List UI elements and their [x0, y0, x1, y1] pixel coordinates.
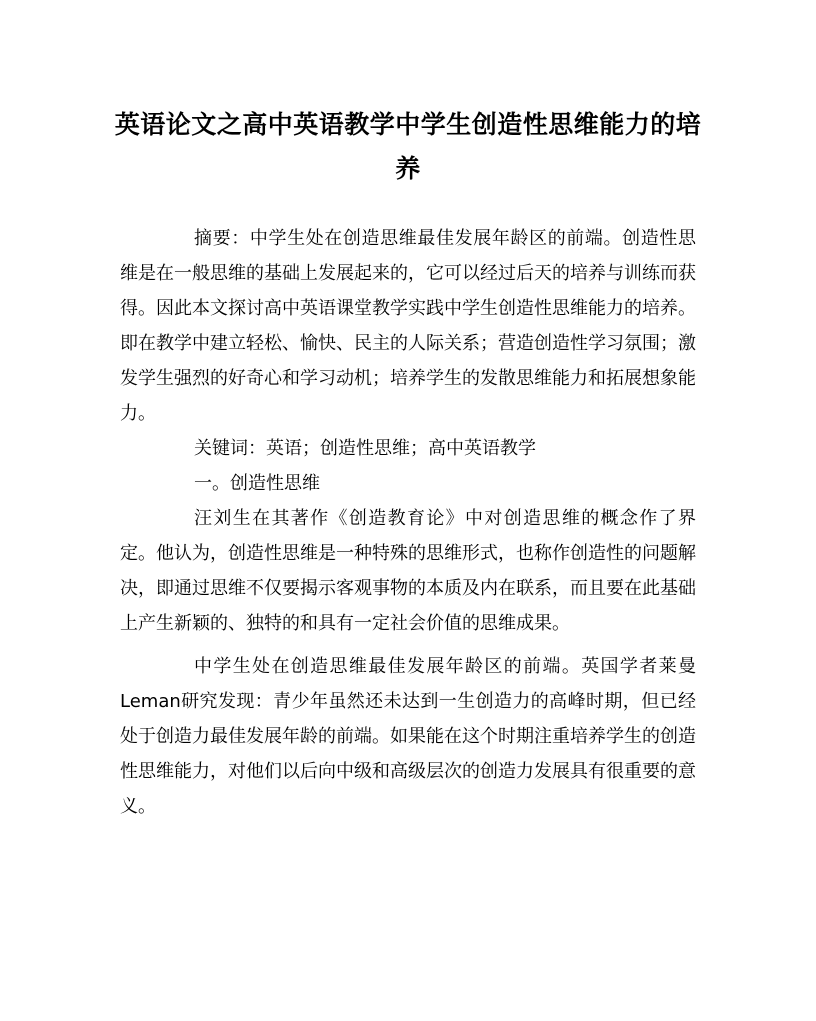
- abstract-paragraph: 摘要：中学生处在创造思维最佳发展年龄区的前端。创造性思维是在一般思维的基础上发展起来的，它可以经过后天的培养与训练而获得。因此本文探讨高中英语课堂教学实践中学生创造性思维能力的培养。即在教学中建立轻松、愉快、民主的人际关系；营造创造性学习氛围；激发学生强烈的好奇心和学习动机；培养学生的发散思维能力和拓展想象能力。: [120, 228, 696, 424]
- section-heading: 一。创造性思维: [194, 473, 320, 494]
- keywords-paragraph: 关键词：英语；创造性思维；高中英语教学: [194, 438, 536, 459]
- body-paragraph: 中学生处在创造思维最佳发展年龄区的前端。英国学者莱曼Leman研究发现：青少年虽然还未达到一生创造力的高峰时期，但已经处于创造力最佳发展年龄的前端。如果能在这个时期注重培养学生的创造性思维能力，对他们以后向中级和高级层次的创造力发展具有很重要的意义。: [120, 656, 696, 817]
- document-body: [120, 221, 696, 824]
- document-title: 英语论文之高中英语教学中学生创造性思维能力的培养: [114, 110, 702, 183]
- body-paragraph: 汪刘生在其著作《创造教育论》中对创造思维的概念作了界定。他认为，创造性思维是一种特殊的思维形式，也称作创造性的问题解决，即通过思维不仅要揭示客观事物的本质及内在联系，而且要在此基础上产生新颖的、独特的和具有一定社会价值的思维成果。: [120, 508, 696, 634]
